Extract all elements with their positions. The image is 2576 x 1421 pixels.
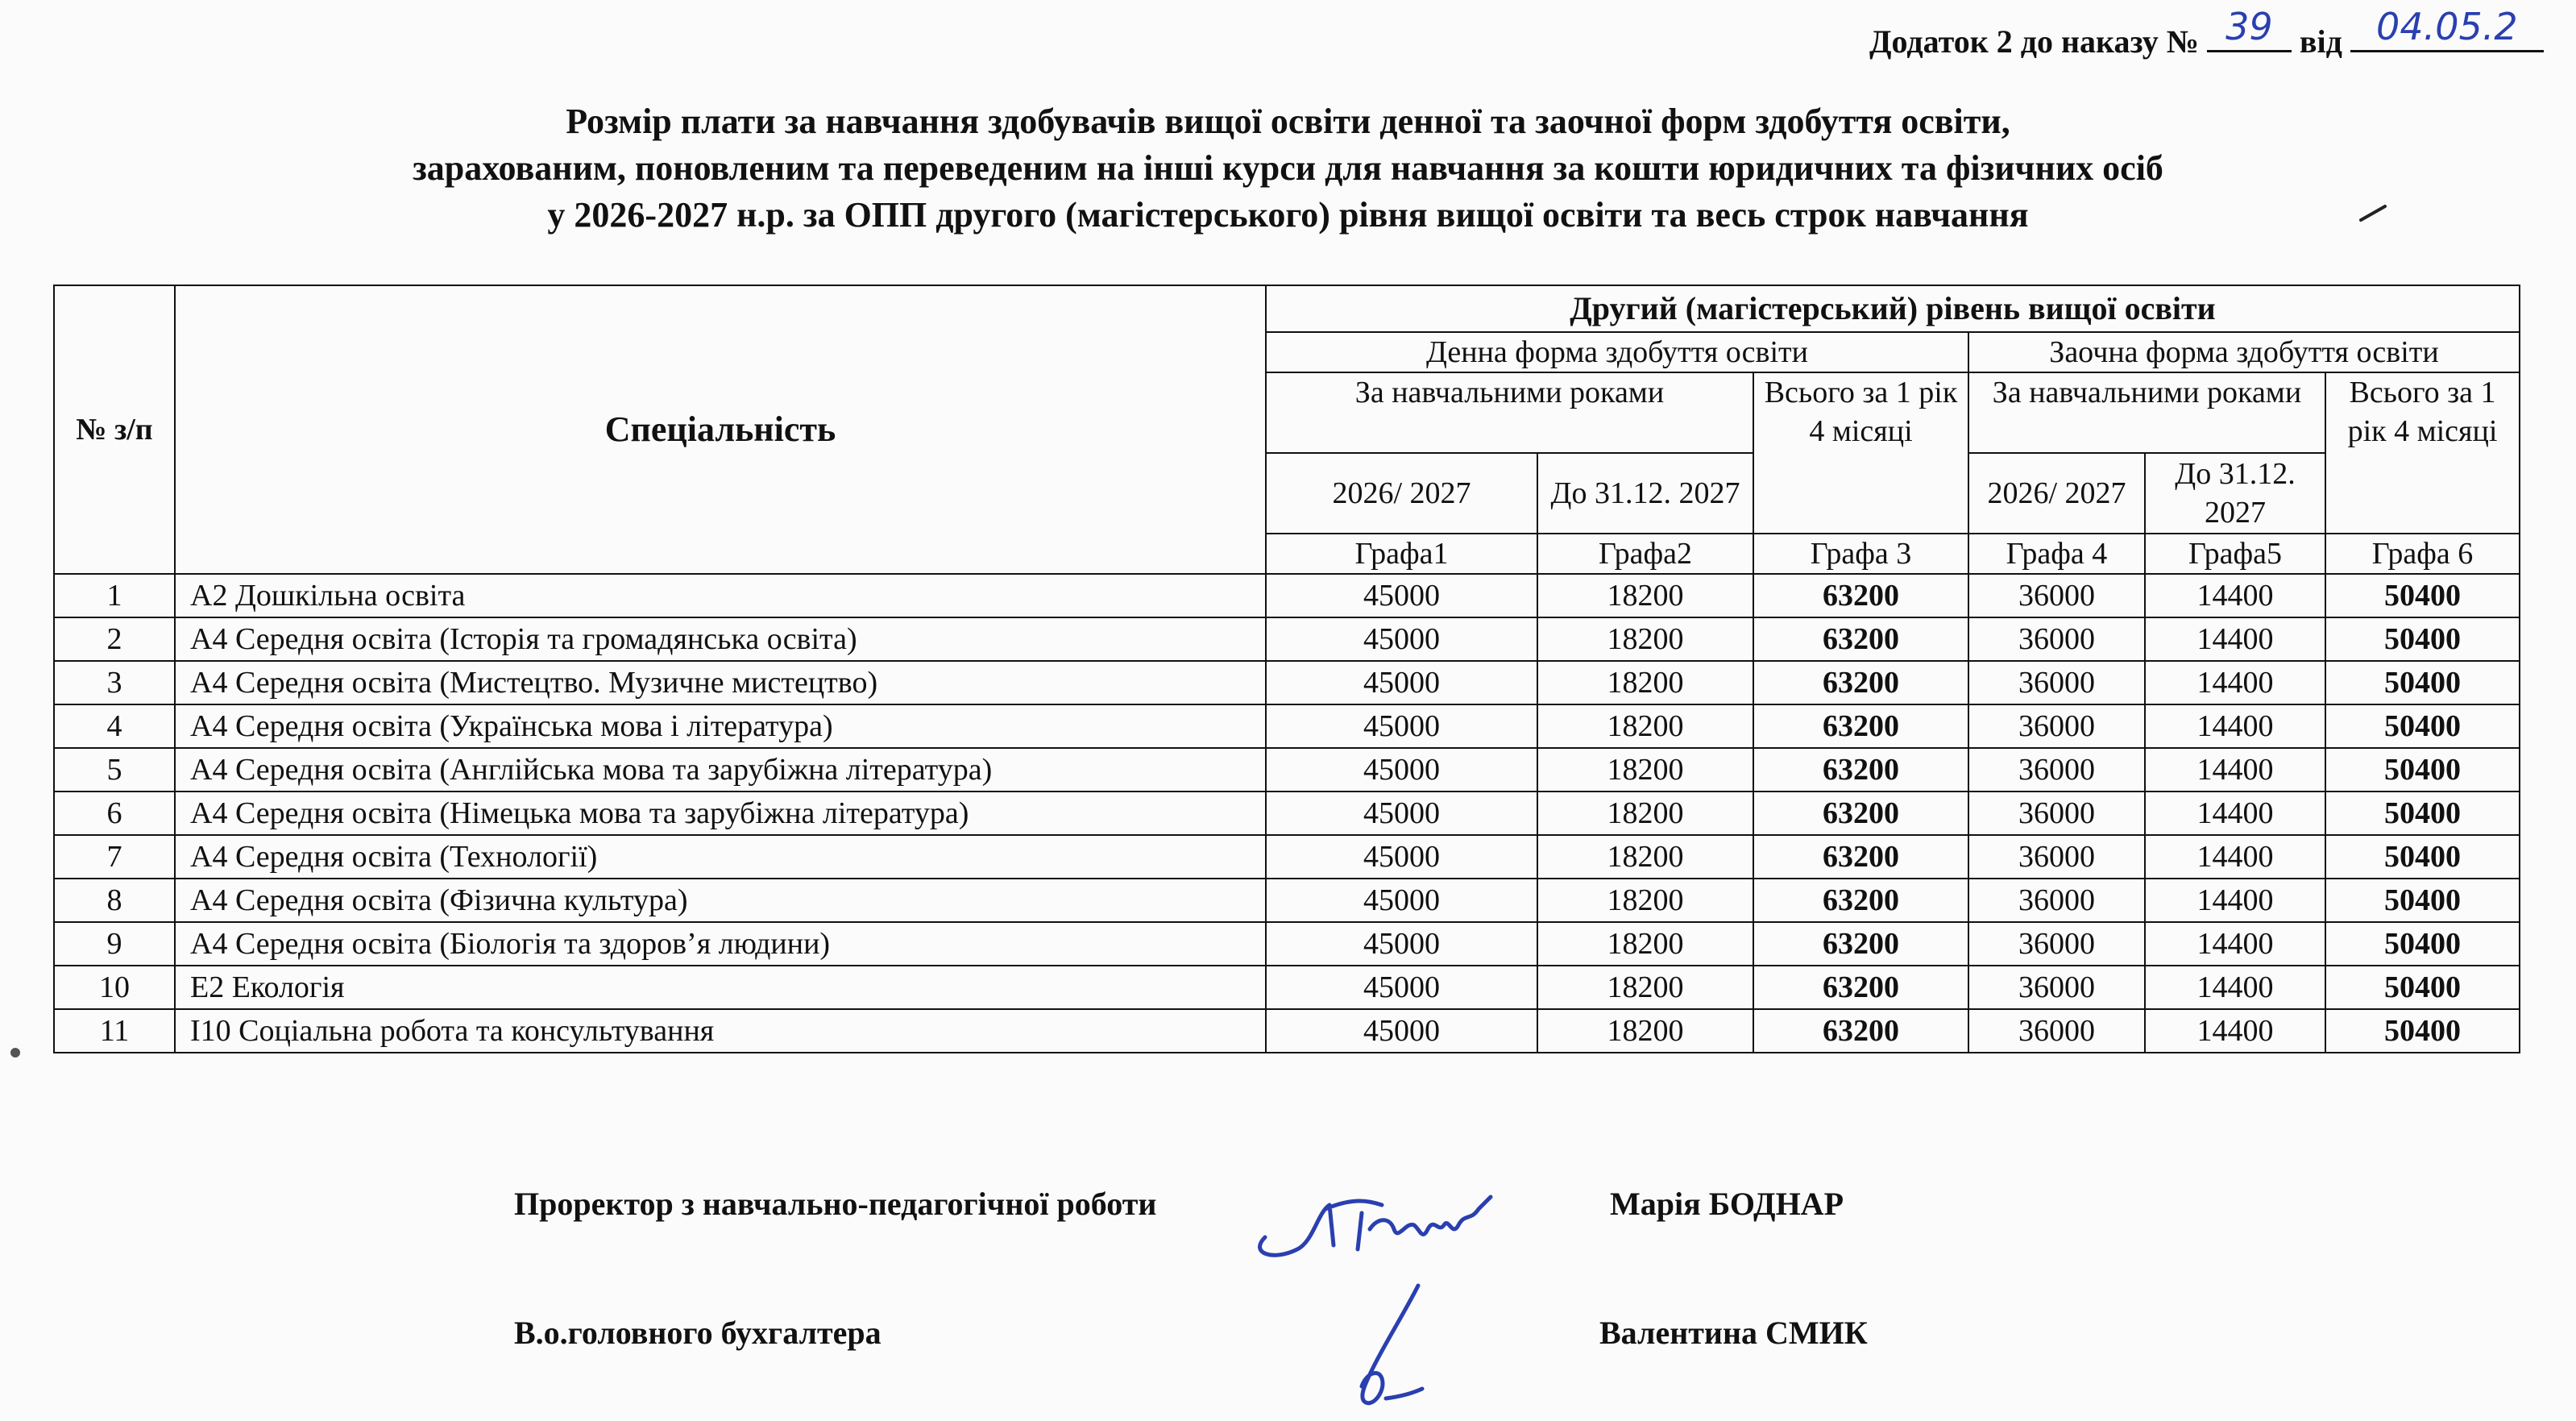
cell-grafa-2: 18200: [1537, 748, 1753, 792]
vice-rector-signature-icon: [1241, 1181, 1515, 1278]
title-line-3: у 2026-2027 н.р. за ОПП другого (магістерського) рівня вищої освіти та весь строк навчання: [547, 195, 2029, 235]
cell-grafa-5: 14400: [2145, 617, 2325, 661]
cell-grafa-3: 63200: [1753, 835, 1968, 879]
cell-grafa-4: 36000: [1968, 835, 2145, 879]
cell-grafa-2: 18200: [1537, 792, 1753, 835]
table-row: [54, 922, 2520, 966]
cell-grafa-5: 14400: [2145, 879, 2325, 922]
cell-grafa-2: 18200: [1537, 835, 1753, 879]
order-date-field: [2350, 5, 2544, 52]
cell-grafa-3: 63200: [1753, 574, 1968, 617]
row-num: 6: [54, 792, 175, 835]
cell-grafa-3: 63200: [1753, 792, 1968, 835]
cell-grafa-4: 36000: [1968, 792, 2145, 835]
order-date: 04.05.2: [2376, 5, 2518, 48]
header-year1-ext: 2026/ 2027: [1968, 453, 2145, 534]
cell-grafa-3: 63200: [1753, 661, 1968, 704]
cell-grafa-1: 45000: [1266, 704, 1537, 748]
row-num: 4: [54, 704, 175, 748]
tuition-fee-table: [53, 285, 2520, 1053]
column-label: Графа 3: [1753, 534, 1968, 574]
header-year2-ext: До 31.12. 2027: [2145, 453, 2325, 534]
table-row: [54, 617, 2520, 661]
header-total-ext: Всього за 1 рік 4 місяці: [2325, 372, 2520, 534]
header-year1-day: 2026/ 2027: [1266, 453, 1537, 534]
vice-rector-title: Проректор з навчально-педагогічної роботи: [514, 1186, 1157, 1222]
row-specialty: А4 Середня освіта (Історія та громадянська освіта): [175, 617, 1266, 661]
cell-grafa-3: 63200: [1753, 1009, 1968, 1053]
cell-grafa-2: 18200: [1537, 617, 1753, 661]
row-num: 5: [54, 748, 175, 792]
header-year2-day: До 31.12. 2027: [1537, 453, 1753, 534]
cell-grafa-1: 45000: [1266, 574, 1537, 617]
cell-grafa-6: 50400: [2325, 1009, 2520, 1053]
cell-grafa-5: 14400: [2145, 792, 2325, 835]
header-total-day: Всього за 1 рік 4 місяці: [1753, 372, 1968, 534]
header-by-years-day: За навчальними роками: [1266, 372, 1753, 453]
cell-grafa-1: 45000: [1266, 922, 1537, 966]
header-extramural-form: Заочна форма здобуття освіти: [1968, 332, 2520, 372]
cell-grafa-5: 14400: [2145, 922, 2325, 966]
table-row: [54, 704, 2520, 748]
row-specialty: А4 Середня освіта (Біологія та здоров’я людини): [175, 922, 1266, 966]
row-specialty: А4 Середня освіта (Англійська мова та зарубіжна література): [175, 748, 1266, 792]
row-num: 9: [54, 922, 175, 966]
cell-grafa-6: 50400: [2325, 704, 2520, 748]
cell-grafa-4: 36000: [1968, 617, 2145, 661]
column-label: Графа5: [2145, 534, 2325, 574]
column-label: Графа 4: [1968, 534, 2145, 574]
cell-grafa-5: 14400: [2145, 748, 2325, 792]
cell-grafa-4: 36000: [1968, 1009, 2145, 1053]
cell-grafa-6: 50400: [2325, 835, 2520, 879]
cell-grafa-1: 45000: [1266, 617, 1537, 661]
cell-grafa-6: 50400: [2325, 574, 2520, 617]
vice-rector-name: Марія БОДНАР: [1610, 1186, 1844, 1222]
cell-grafa-4: 36000: [1968, 661, 2145, 704]
cell-grafa-6: 50400: [2325, 748, 2520, 792]
title-line-2: зарахованим, поновленим та переведеним на інші курси для навчання за кошти юридичних та фізичних осіб: [413, 148, 2163, 188]
table-row: [54, 574, 2520, 617]
cell-grafa-6: 50400: [2325, 661, 2520, 704]
table-row: [54, 748, 2520, 792]
row-num: 3: [54, 661, 175, 704]
table-row: [54, 835, 2520, 879]
cell-grafa-2: 18200: [1537, 574, 1753, 617]
pen-mark-icon: [2357, 200, 2389, 224]
cell-grafa-2: 18200: [1537, 1009, 1753, 1053]
cell-grafa-1: 45000: [1266, 748, 1537, 792]
cell-grafa-4: 36000: [1968, 879, 2145, 922]
cell-grafa-4: 36000: [1968, 748, 2145, 792]
cell-grafa-3: 63200: [1753, 748, 1968, 792]
row-specialty: Е2 Екологія: [175, 966, 1266, 1009]
column-label: Графа2: [1537, 534, 1753, 574]
table-row: [54, 661, 2520, 704]
row-num: 1: [54, 574, 175, 617]
cell-grafa-2: 18200: [1537, 879, 1753, 922]
cell-grafa-5: 14400: [2145, 704, 2325, 748]
header-day-form: Денна форма здобуття освіти: [1266, 332, 1968, 372]
title-line-1: Розмір плати за навчання здобувачів вищої освіти денної та заочної форм здобуття освіти,: [566, 102, 2010, 141]
cell-grafa-4: 36000: [1968, 966, 2145, 1009]
order-number: 39: [2225, 5, 2273, 48]
cell-grafa-3: 63200: [1753, 966, 1968, 1009]
cell-grafa-3: 63200: [1753, 879, 1968, 922]
cell-grafa-6: 50400: [2325, 792, 2520, 835]
header-by-years-ext: За навчальними роками: [1968, 372, 2325, 453]
cell-grafa-2: 18200: [1537, 922, 1753, 966]
cell-grafa-2: 18200: [1537, 966, 1753, 1009]
cell-grafa-5: 14400: [2145, 835, 2325, 879]
cell-grafa-6: 50400: [2325, 617, 2520, 661]
appendix-prefix: Додаток 2 до наказу №: [1869, 23, 2199, 60]
cell-grafa-3: 63200: [1753, 704, 1968, 748]
cell-grafa-5: 14400: [2145, 1009, 2325, 1053]
accountant-title: В.о.головного бухгалтера: [514, 1315, 881, 1351]
accountant-signature-icon: [1329, 1278, 1458, 1415]
header-level: Другий (магістерський) рівень вищої освіти: [1266, 285, 2520, 332]
order-number-field: [2207, 5, 2292, 52]
row-num: 11: [54, 1009, 175, 1053]
table-row: [54, 792, 2520, 835]
cell-grafa-1: 45000: [1266, 835, 1537, 879]
row-specialty: І10 Соціальна робота та консультування: [175, 1009, 1266, 1053]
header-num: № з/п: [54, 285, 175, 574]
cell-grafa-2: 18200: [1537, 661, 1753, 704]
cell-grafa-2: 18200: [1537, 704, 1753, 748]
cell-grafa-1: 45000: [1266, 966, 1537, 1009]
row-num: 8: [54, 879, 175, 922]
date-label: від: [2299, 23, 2342, 60]
cell-grafa-4: 36000: [1968, 704, 2145, 748]
cell-grafa-1: 45000: [1266, 661, 1537, 704]
header-specialty: Спеціальність: [175, 285, 1266, 574]
row-specialty: А4 Середня освіта (Німецька мова та зарубіжна література): [175, 792, 1266, 835]
cell-grafa-4: 36000: [1968, 574, 2145, 617]
column-label: Графа1: [1266, 534, 1537, 574]
document-title: [0, 98, 2576, 239]
row-specialty: А4 Середня освіта (Мистецтво. Музичне мистецтво): [175, 661, 1266, 704]
row-num: 10: [54, 966, 175, 1009]
cell-grafa-1: 45000: [1266, 1009, 1537, 1053]
table-row: [54, 966, 2520, 1009]
row-specialty: А4 Середня освіта (Технології): [175, 835, 1266, 879]
cell-grafa-1: 45000: [1266, 792, 1537, 835]
row-num: 7: [54, 835, 175, 879]
column-label: Графа 6: [2325, 534, 2520, 574]
cell-grafa-3: 63200: [1753, 617, 1968, 661]
cell-grafa-5: 14400: [2145, 661, 2325, 704]
scan-speck-icon: [6, 1044, 24, 1062]
row-num: 2: [54, 617, 175, 661]
cell-grafa-4: 36000: [1968, 922, 2145, 966]
row-specialty: А4 Середня освіта (Фізична культура): [175, 879, 1266, 922]
cell-grafa-6: 50400: [2325, 879, 2520, 922]
cell-grafa-5: 14400: [2145, 966, 2325, 1009]
table-row: [54, 879, 2520, 922]
accountant-name: Валентина СМИК: [1599, 1315, 1868, 1351]
appendix-header: [1869, 5, 2544, 60]
cell-grafa-1: 45000: [1266, 879, 1537, 922]
cell-grafa-6: 50400: [2325, 966, 2520, 1009]
cell-grafa-5: 14400: [2145, 574, 2325, 617]
cell-grafa-3: 63200: [1753, 922, 1968, 966]
table-row: [54, 1009, 2520, 1053]
cell-grafa-6: 50400: [2325, 922, 2520, 966]
row-specialty: А4 Середня освіта (Українська мова і література): [175, 704, 1266, 748]
row-specialty: А2 Дошкільна освіта: [175, 574, 1266, 617]
